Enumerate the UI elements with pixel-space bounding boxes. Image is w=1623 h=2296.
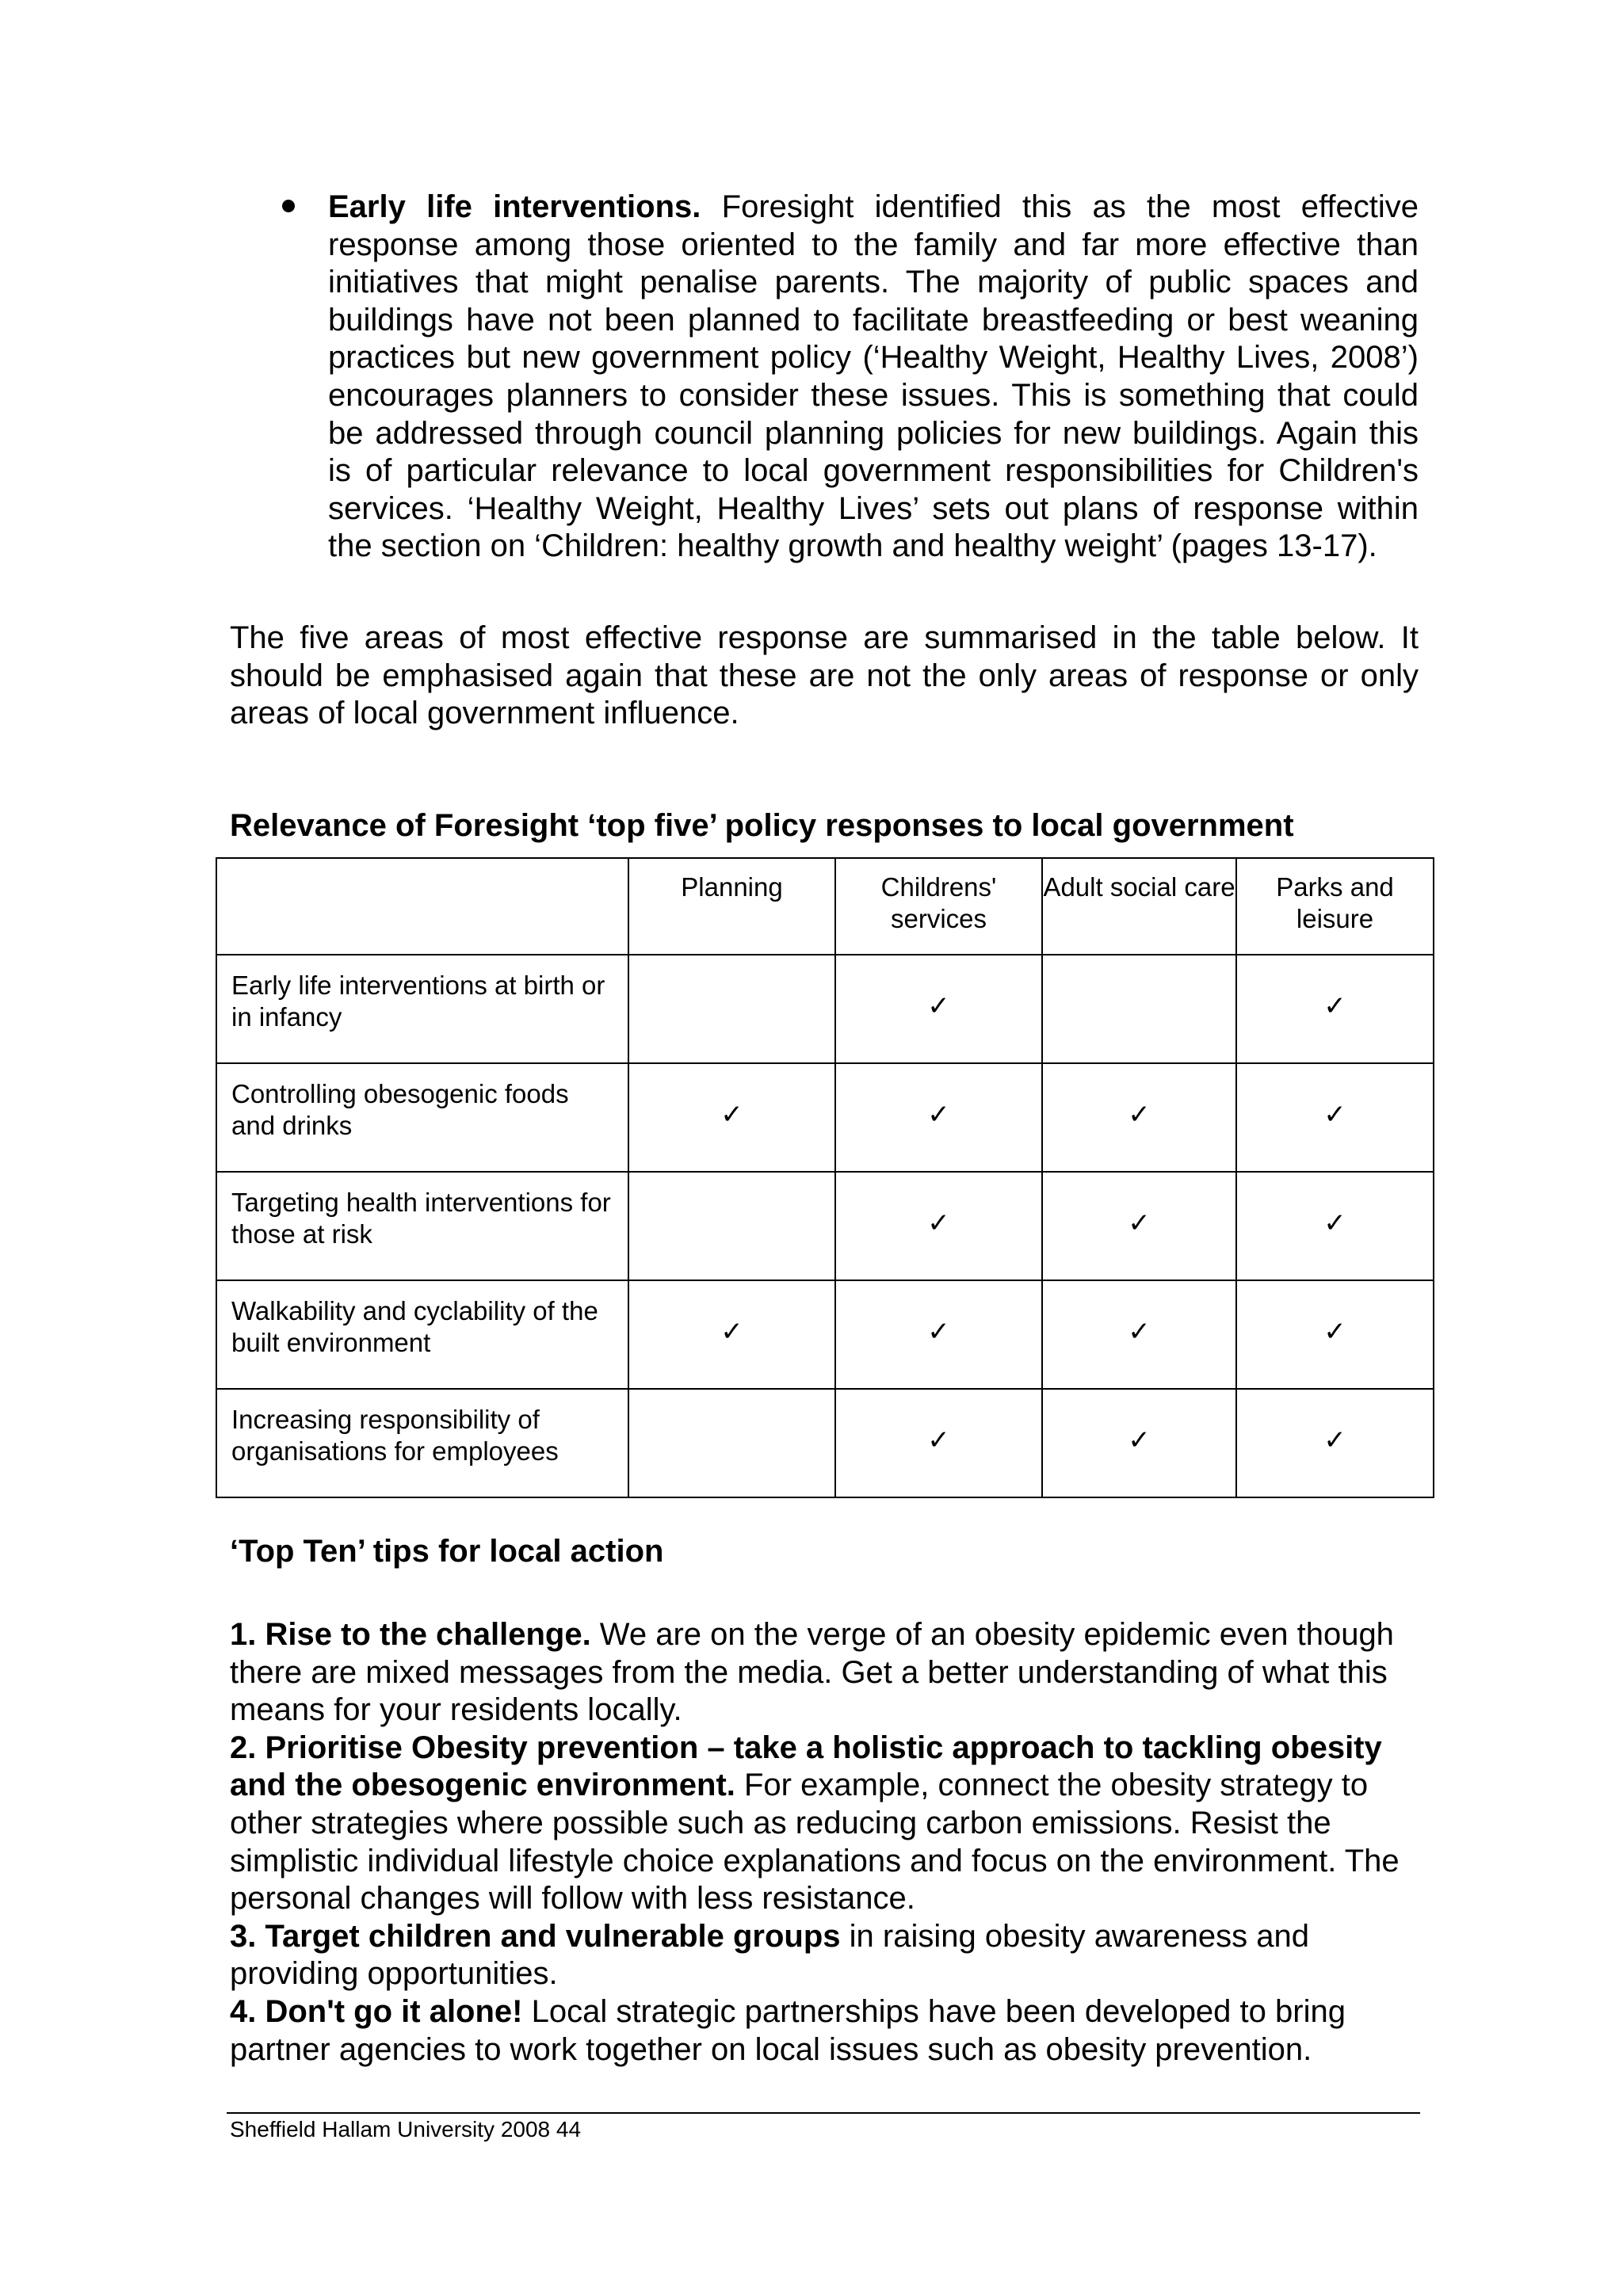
tick-cell: ✓ bbox=[835, 955, 1042, 1063]
table-header-row bbox=[216, 858, 1434, 955]
bullet-text: Foresight identified this as the most effective response among those oriented to the family and far more effective than initiatives that might penalise parents. The majority of public spaces and buildings have not been planned to facilitate breastfeeding or best weaning practices but new government policy (‘Healthy Weight, Healthy Lives, 2008’) encourages planners to consider these issues. This is something that could be addressed through council planning policies for new buildings. Again this is of particular relevance to local government responsibilities for Children's services. ‘Healthy Weight, Healthy Lives’ sets out plans of response within the section on ‘Children: healthy growth and healthy weight’ (pages 13-17). bbox=[328, 189, 1419, 564]
tip-text: We are on the verge of an obesity epidemic even though there are mixed messages from the media. Get a better understanding of what this means for your residents locally. bbox=[230, 1617, 1394, 1728]
tick-cell: ✓ bbox=[835, 1172, 1042, 1280]
header-childrens-services: Childrens' services bbox=[835, 858, 1042, 955]
tip-item bbox=[230, 1993, 1434, 2069]
row-label: Walkability and cyclability of the built environment bbox=[216, 1280, 628, 1389]
table-row bbox=[216, 1172, 1434, 1280]
row-label: Early life interventions at birth or in infancy bbox=[216, 955, 628, 1063]
tip-item bbox=[230, 1616, 1434, 1730]
table-row bbox=[216, 1389, 1434, 1497]
tick-cell: ✓ bbox=[1042, 1172, 1236, 1280]
intro-text: The five areas of most effective response are summarised in the table below. It should be emphasised again that these are not the only areas of response or only areas of local government influence. bbox=[230, 620, 1419, 731]
tips-heading: ‘Top Ten’ tips for local action bbox=[230, 1534, 664, 1569]
tick-cell bbox=[628, 955, 835, 1063]
tip-text: Local strategic partnerships have been developed to bring partner agencies to work together on local issues such as obesity prevention. bbox=[230, 1993, 1346, 2067]
tick-cell: ✓ bbox=[1236, 1063, 1434, 1172]
tick-cell: ✓ bbox=[1236, 1172, 1434, 1280]
page-footer: Sheffield Hallam University 2008 44 bbox=[230, 2117, 582, 2142]
bullet-early-life bbox=[328, 189, 1419, 566]
tick-cell: ✓ bbox=[628, 1280, 835, 1389]
tick-cell bbox=[1042, 955, 1236, 1063]
tip-text: For example, connect the obesity strategy to other strategies where possible such as reducing carbon emissions. Resist the simplistic individual lifestyle choice explanations and focus on the environment. The personal changes will follow with less resistance. bbox=[230, 1768, 1400, 1917]
row-label: Targeting health interventions for those at risk bbox=[216, 1172, 628, 1280]
tick-cell: ✓ bbox=[1236, 1280, 1434, 1389]
tip-heading: 4. Don't go it alone! bbox=[230, 1993, 523, 2029]
tip-heading: 1. Rise to the challenge. bbox=[230, 1617, 591, 1652]
tick-cell: ✓ bbox=[1042, 1280, 1236, 1389]
tick-cell: ✓ bbox=[1236, 955, 1434, 1063]
header-parks-and-leisure: Parks and leisure bbox=[1236, 858, 1434, 955]
table-title: Relevance of Foresight ‘top five’ policy responses to local government bbox=[230, 808, 1294, 843]
intro-paragraph bbox=[230, 620, 1419, 733]
tip-heading: 3. Target children and vulnerable groups bbox=[230, 1918, 841, 1954]
bullet-paragraph bbox=[328, 189, 1419, 566]
tick-cell bbox=[628, 1172, 835, 1280]
tick-cell: ✓ bbox=[835, 1063, 1042, 1172]
tip-heading: 2. Prioritise Obesity prevention – take a holistic approach to tackling obesity and the obesogenic environment. bbox=[230, 1730, 1382, 1803]
tick-cell: ✓ bbox=[1042, 1389, 1236, 1497]
header-empty bbox=[216, 858, 628, 955]
row-label: Increasing responsibility of organisations for employees bbox=[216, 1389, 628, 1497]
table-row bbox=[216, 1280, 1434, 1389]
tick-cell bbox=[628, 1389, 835, 1497]
tips-list bbox=[230, 1616, 1434, 2069]
tick-cell: ✓ bbox=[1236, 1389, 1434, 1497]
tick-cell: ✓ bbox=[835, 1280, 1042, 1389]
tip-item bbox=[230, 1730, 1434, 1918]
row-label: Controlling obesogenic foods and drinks bbox=[216, 1063, 628, 1172]
tip-text: in raising obesity awareness and providing opportunities. bbox=[230, 1918, 1309, 1992]
footer-divider bbox=[227, 2112, 1420, 2114]
tick-cell: ✓ bbox=[628, 1063, 835, 1172]
table-row bbox=[216, 955, 1434, 1063]
tick-cell: ✓ bbox=[1042, 1063, 1236, 1172]
bullet-lead: Early life interventions. bbox=[328, 189, 701, 224]
table-row bbox=[216, 1063, 1434, 1172]
tick-cell: ✓ bbox=[835, 1389, 1042, 1497]
bullet-marker bbox=[282, 200, 295, 212]
header-planning: Planning bbox=[628, 858, 835, 955]
header-adult-social-care: Adult social care bbox=[1042, 858, 1236, 955]
tip-item bbox=[230, 1918, 1434, 1993]
relevance-table bbox=[216, 857, 1434, 1498]
